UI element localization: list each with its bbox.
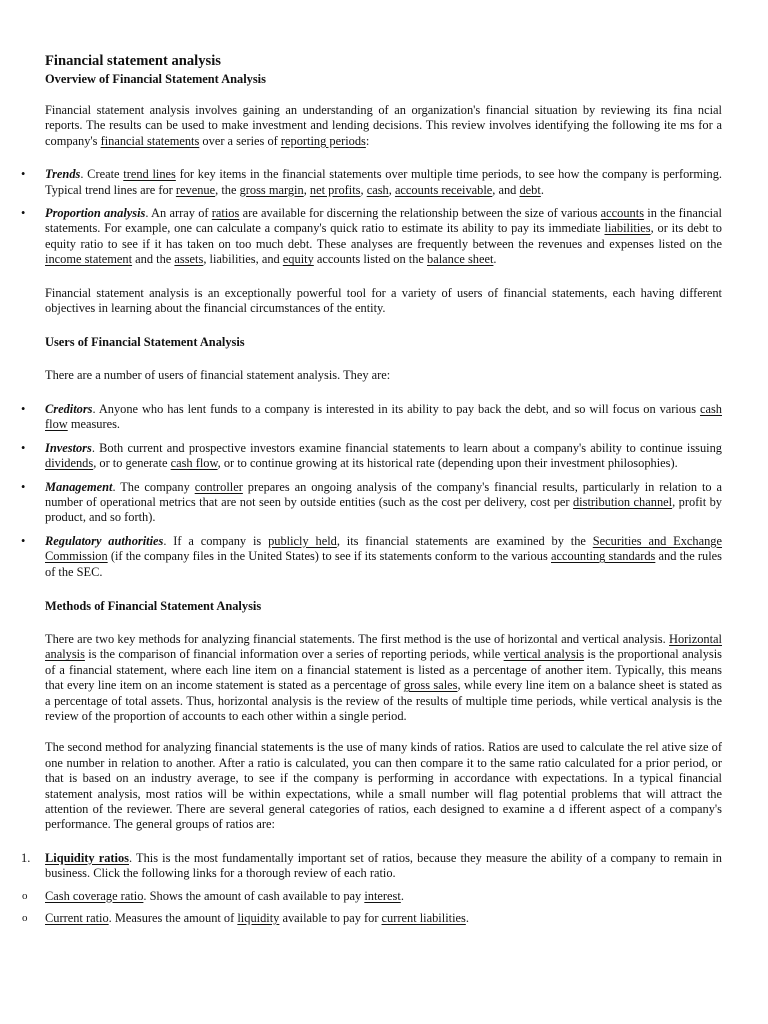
- list-number: 1.: [21, 850, 31, 865]
- link-revenue[interactable]: revenue: [175, 182, 216, 197]
- list-item-trends: • Trends. Create trend lines for key items in the financial statements over multiple time periods, to see how the company is performing. Typical trend lines are for revenue, the gross margin, net profits, cash, accounts receivable, and debt.: [21, 167, 722, 197]
- term-creditors: Creditors: [45, 401, 93, 416]
- list-item-management: • Management. The company controller prepares an ongoing analysis of the company's financial results, particularly in relation to a number of operational metrics that are not seen by outside entities (such as the cost per delivery, cost per distribution channel, profit by product, and so forth).: [21, 479, 722, 525]
- powerful-tool-paragraph: Financial statement analysis is an exceptionally powerful tool for a variety of users of financial statements, each having different objectives in learning about the financial circumstances of the entity.: [45, 285, 722, 316]
- link-accounting-standards[interactable]: accounting standards: [551, 549, 656, 564]
- liquidity-sublist: [22, 888, 722, 927]
- link-ratios[interactable]: ratios: [211, 206, 240, 221]
- link-controller[interactable]: controller: [194, 479, 243, 494]
- document-content: [21, 53, 723, 926]
- link-current-ratio[interactable]: Current ratio: [45, 911, 109, 926]
- link-horizontal-analysis[interactable]: Horizontal analysis: [45, 631, 722, 662]
- link-liquidity-ratios[interactable]: Liquidity ratios: [45, 850, 129, 865]
- link-income-statement[interactable]: income statement: [45, 252, 133, 267]
- term-regulatory-authorities: Regulatory authorities: [45, 533, 164, 548]
- link-cash-coverage-ratio[interactable]: Cash coverage ratio: [45, 888, 144, 903]
- link-publicly-held[interactable]: publicly held: [268, 533, 337, 548]
- users-heading: Users of Financial Statement Analysis: [45, 335, 245, 350]
- list-item-creditors: • Creditors. Anyone who has lent funds to a company is interested in its ability to pay back the debt, and so will focus on various cash flow measures.: [21, 401, 722, 432]
- link-gross-sales[interactable]: gross sales: [403, 678, 458, 693]
- methods-paragraph-1: There are two key methods for analyzing financial statements. The first method is the use of horizontal and vertical analysis. Horizontal analysis is the comparison of financial information over a series of reporting periods, while vertical analysis is the proportional analysis of a financial statement, where each line item on a financial statement is listed as a percentage of another item. Typically, this means that every line item on an income statement is stated as a percentage of gross sales, while every line item on a balance sheet is stated as a percentage of total assets. Thus, horizontal analysis is the review of the results of multiple time periods, while vertical analysis is the review of the proportion of accounts to each other within a single period.: [45, 631, 722, 723]
- term-proportion-analysis: Proportion analysis: [45, 206, 146, 221]
- term-investors: Investors: [45, 440, 92, 455]
- ratio-groups-list: [21, 850, 722, 882]
- methods-paragraph-2: The second method for analyzing financial statements is the use of many kinds of ratios. Ratios are used to calculate the rel ative size of one number in relation to another. After a ratio is calculated, you can then compare it to the same ratio calculated for a prior period, or that is based on an industry average, to see if the company is performing in accordance with expectations. In a typical financial statement analysis, most ratios will be within expectations, while a small number will flag potential problems that will attract the attention of the reviewer. There are several general categories of ratios, each designed to examine a d ifferent aspect of a company's performance. The general groups of ratios are:: [45, 740, 722, 832]
- intro-paragraph: Financial statement analysis involves gaining an understanding of an organization's financial situation by reviewing its fina ncial reports. The results can be used to make investment and lending decisions. This review involves identifying the following ite ms for a company's financial statements over a series of reporting periods:: [45, 103, 722, 148]
- link-dividends[interactable]: dividends: [45, 456, 94, 471]
- link-reporting-periods[interactable]: reporting periods: [280, 133, 366, 148]
- link-net-profits[interactable]: net profits: [309, 182, 361, 197]
- list-item-cash-coverage-ratio: o Cash coverage ratio. Shows the amount of cash available to pay interest.: [22, 888, 404, 903]
- list-item-liquidity-ratios: 1. Liquidity ratios. This is the most fundamentally important set of ratios, because they measure the ability of a company to remain in business. Click the following links for a thorough review of each ratio.: [21, 850, 722, 881]
- link-liabilities[interactable]: liabilities: [604, 221, 651, 236]
- link-cash-flow[interactable]: cash flow: [170, 456, 218, 471]
- list-item-regulatory-authorities: • Regulatory authorities. If a company is publicly held, its financial statements are examined by the Securities and Exchange Commission (if the company files in the United States) to see if its statements conform to the various accounting standards and the rules of the SEC.: [21, 533, 723, 579]
- link-liquidity[interactable]: liquidity: [237, 911, 280, 926]
- link-equity[interactable]: equity: [282, 252, 314, 267]
- link-cash-flow[interactable]: cash flow: [45, 401, 722, 432]
- link-balance-sheet[interactable]: balance sheet: [427, 252, 494, 267]
- list-item-investors: • Investors. Both current and prospective investors examine financial statements to learn about a company's ability to continue issuing dividends, or to generate cash flow, or to continue growing at its historical rate (depending upon their investment philosophies).: [21, 440, 722, 471]
- list-item-current-ratio: o Current ratio. Measures the amount of liquidity available to pay for current liabilities.: [22, 911, 469, 926]
- sub-bullet: o: [22, 912, 28, 925]
- link-accounts-receivable[interactable]: accounts receivable: [394, 182, 493, 197]
- users-intro: There are a number of users of financial statement analysis. They are:: [45, 368, 391, 383]
- link-gross-margin[interactable]: gross margin: [239, 182, 304, 197]
- link-cash[interactable]: cash: [366, 182, 389, 197]
- link-financial-statements[interactable]: financial statements: [100, 133, 200, 148]
- bullet: •: [21, 401, 26, 416]
- link-trend-lines[interactable]: trend lines: [123, 167, 176, 182]
- bullet: •: [21, 206, 26, 221]
- link-current-liabilities[interactable]: current liabilities: [381, 911, 466, 926]
- link-debt[interactable]: debt: [519, 182, 541, 197]
- review-items-list: [21, 167, 722, 267]
- overview-heading: Overview of Financial Statement Analysis: [45, 72, 266, 86]
- bullet: •: [21, 440, 26, 455]
- methods-heading: Methods of Financial Statement Analysis: [45, 598, 262, 613]
- link-sec[interactable]: Securities and Exchange Commission: [45, 533, 723, 564]
- link-distribution-channel[interactable]: distribution channel: [572, 494, 673, 509]
- sub-bullet: o: [22, 889, 28, 902]
- link-vertical-analysis[interactable]: vertical analysis: [503, 647, 585, 662]
- link-interest[interactable]: interest: [364, 888, 401, 903]
- users-list: [21, 401, 723, 580]
- bullet: •: [21, 167, 26, 182]
- bullet: •: [21, 533, 26, 548]
- term-management: Management: [45, 479, 113, 494]
- bullet: •: [21, 479, 26, 494]
- link-assets[interactable]: assets: [174, 252, 204, 267]
- term-trends: Trends: [45, 167, 81, 182]
- list-item-proportion-analysis: • Proportion analysis. An array of ratios are available for discerning the relationship between the size of various accounts in the financial statements. For example, one can calculate a company's quick ratio to estimate its ability to pay its immediate liabilities, or its debt to equity ratio to see if it has taken on too much debt. These analyses are frequently between the revenues and expenses listed on the income statement and the assets, liabilities, and equity accounts listed on the balance sheet.: [21, 206, 722, 267]
- page-title: Financial statement analysis: [45, 53, 221, 69]
- link-accounts[interactable]: accounts: [600, 206, 645, 221]
